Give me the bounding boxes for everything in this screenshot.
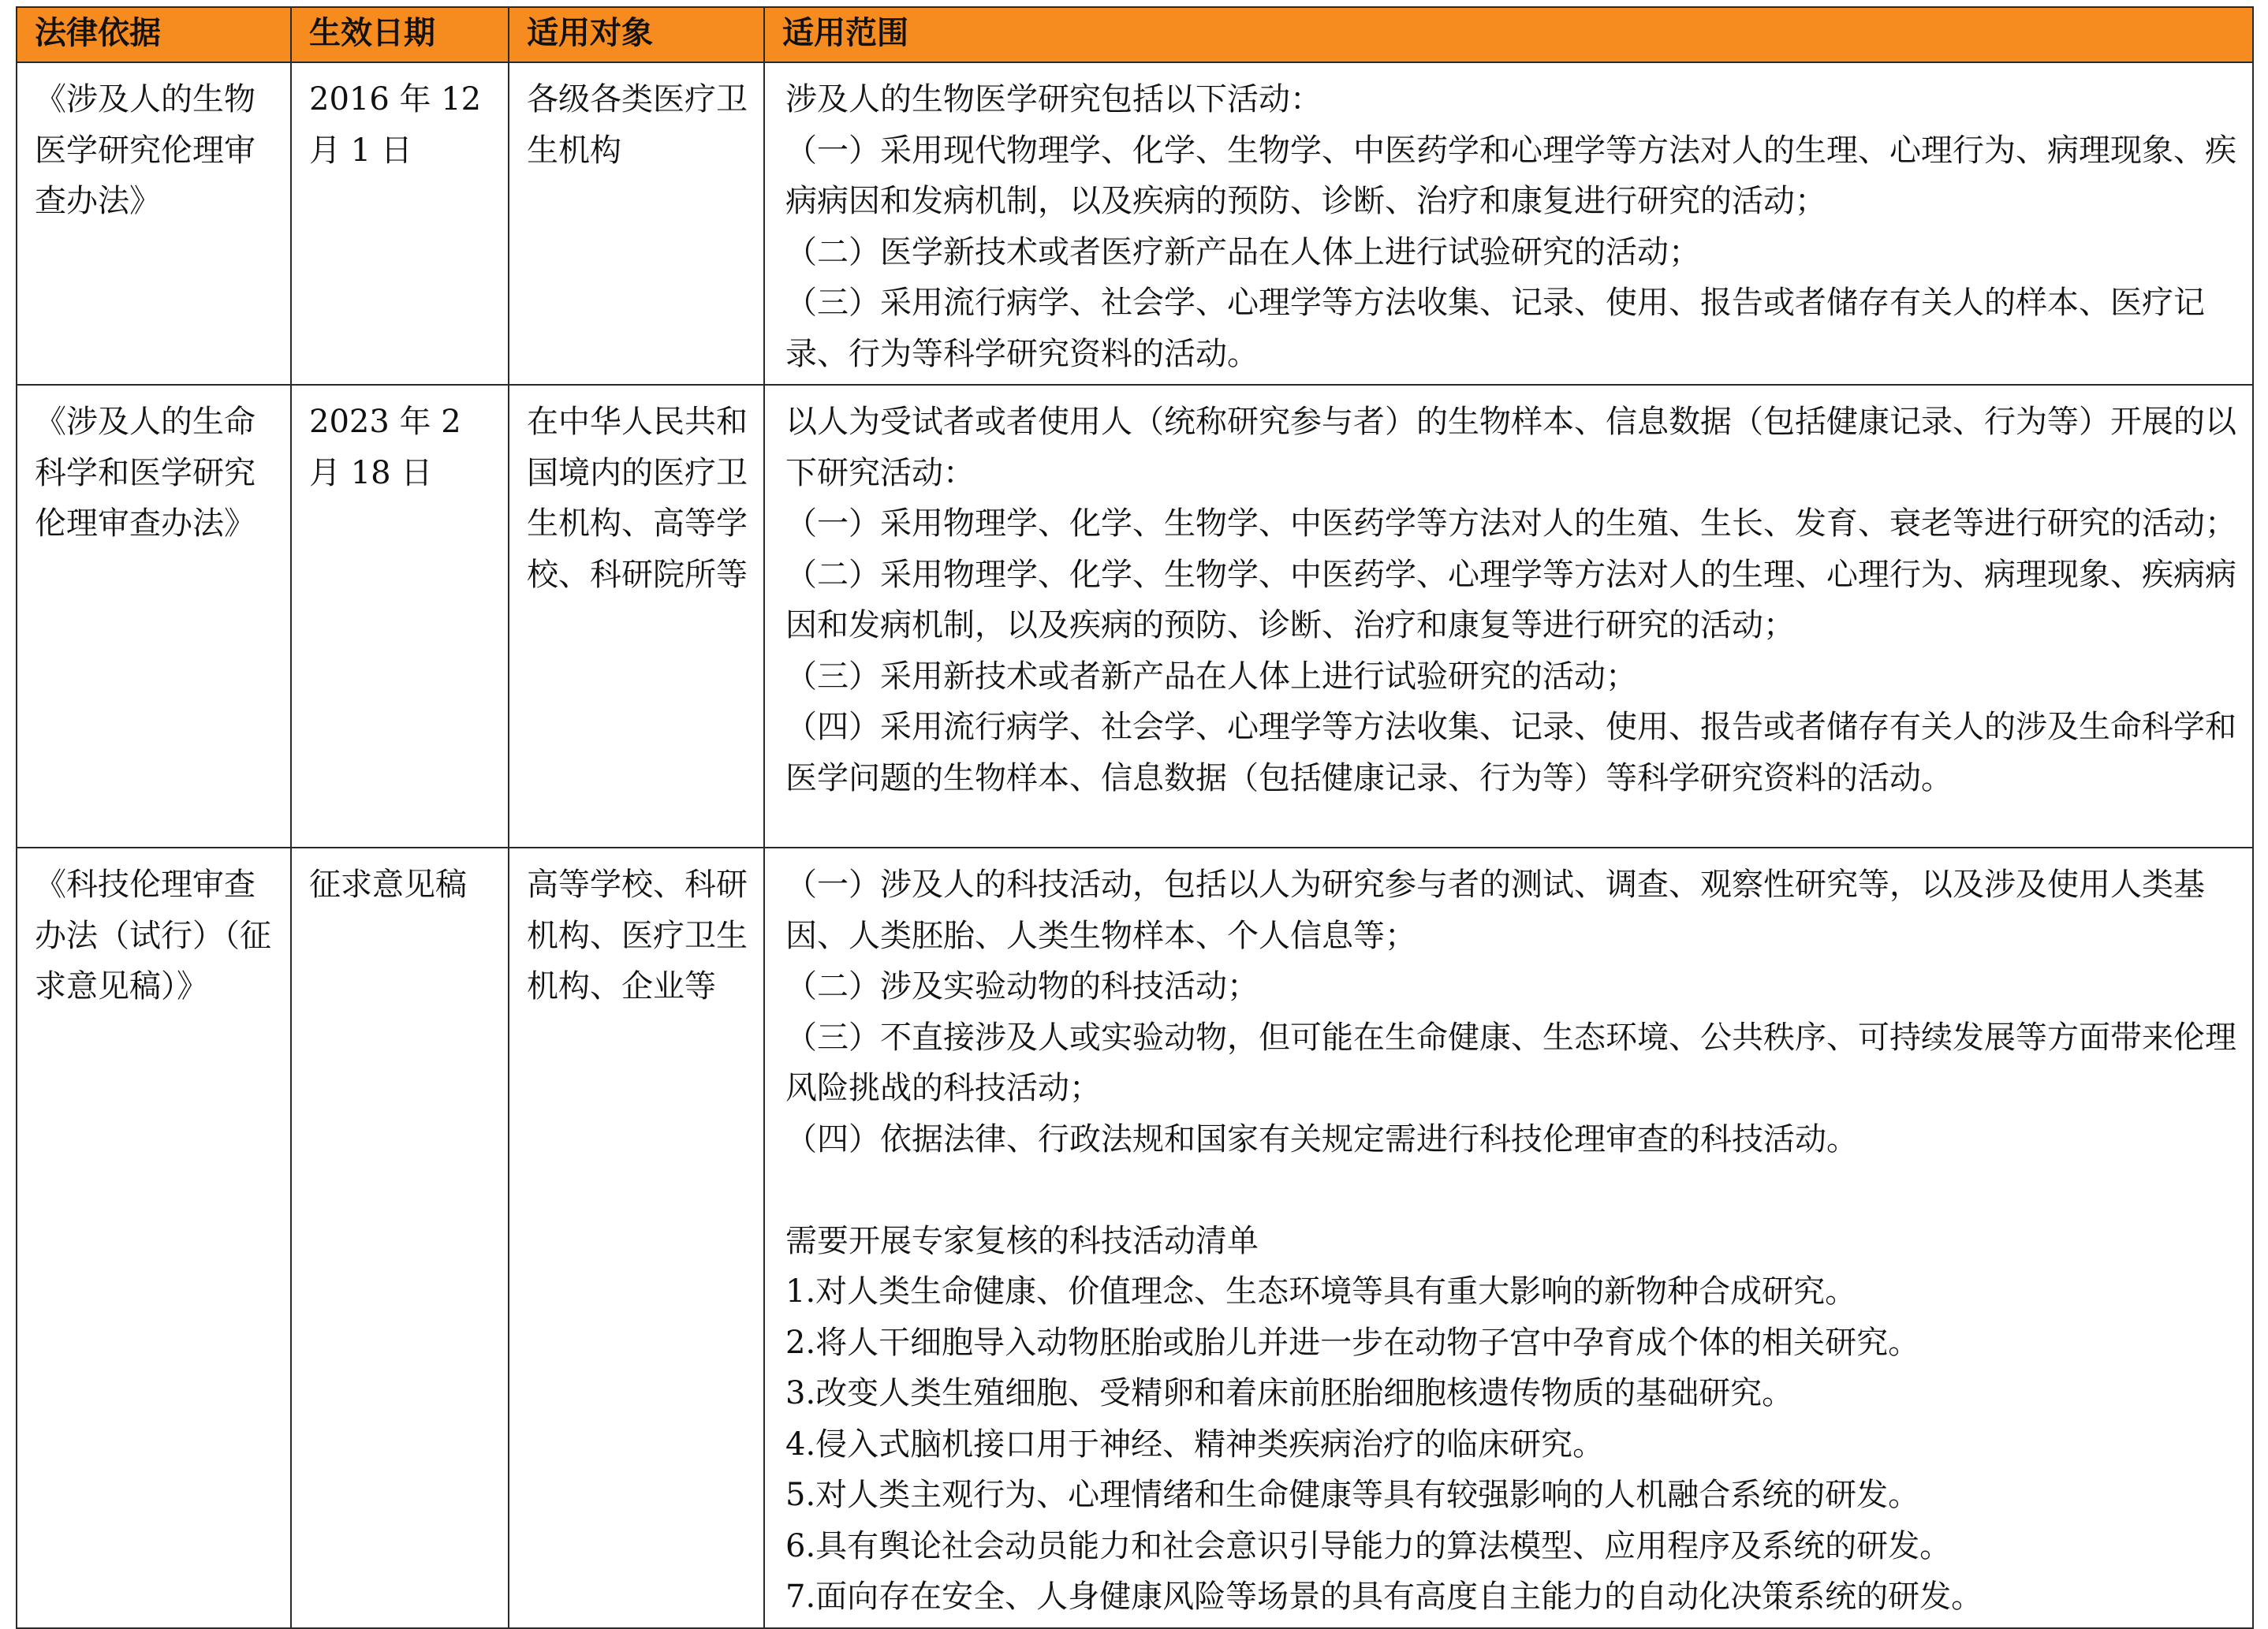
scope-cell: [764, 62, 2253, 385]
table-row: [17, 848, 2253, 1628]
scope-line: （二）涉及实验动物的科技活动；: [785, 968, 1259, 1005]
review-list-item: 6.具有舆论社会动员能力和社会意识引导能力的算法模型、应用程序及系统的研发。: [785, 1527, 1952, 1564]
scope-line: （二）采用物理学、化学、生物学、中医药学、心理学等方法对人的生理、心理行为、病理现象、疾病病因和发病机制，以及疾病的预防、诊断、治疗和康复等进行研究的活动；: [785, 556, 2236, 643]
scope-line: （二）医学新技术或者医疗新产品在人体上进行试验研究的活动；: [785, 233, 1700, 270]
target-cell: 高等学校、科研机构、医疗卫生机构、企业等: [509, 848, 764, 1628]
review-list-item: 2.将人干细胞导入动物胚胎或胎儿并进一步在动物子宫中孕育成个体的相关研究。: [785, 1324, 1920, 1361]
review-list-item: 7.面向存在安全、人身健康风险等场景的具有高度自主能力的自动化决策系统的研发。: [785, 1579, 1983, 1615]
scope-line: 涉及人的生物医学研究包括以下活动：: [785, 81, 1322, 117]
scope-line: （一）采用物理学、化学、生物学、中医药学等方法对人的生殖、生长、发育、衰老等进行研究的活动；: [785, 505, 2236, 542]
header-basis: 法律依据: [17, 7, 291, 62]
scope-line: （四）依据法律、行政法规和国家有关规定需进行科技伦理审查的科技活动。: [785, 1120, 1858, 1157]
basis-cell: 《涉及人的生命科学和医学研究伦理审查办法》: [17, 385, 291, 848]
scope-line: （四）采用流行病学、社会学、心理学等方法收集、记录、使用、报告或者储存有关人的涉及生命科学和医学问题的生物样本、信息数据（包括健康记录、行为等）等科学研究资料的活动。: [785, 709, 2236, 796]
regulation-table: [16, 6, 2254, 1629]
date-cell: 2016 年 12 月 1 日: [291, 62, 509, 385]
scope-cell: [764, 385, 2253, 848]
review-list-item: 4.侵入式脑机接口用于神经、精神类疾病治疗的临床研究。: [785, 1426, 1605, 1463]
header-target: 适用对象: [509, 7, 764, 62]
scope-line: （三）不直接涉及人或实验动物，但可能在生命健康、生态环境、公共秩序、可持续发展等方面带来伦理风险挑战的科技活动；: [785, 1019, 2236, 1106]
scope-line: （一）采用现代物理学、化学、生物学、中医药学和心理学等方法对人的生理、心理行为、病理现象、疾病病因和发病机制，以及疾病的预防、诊断、治疗和康复进行研究的活动；: [785, 132, 2236, 219]
review-list-item: 3.改变人类生殖细胞、受精卵和着床前胚胎细胞核遗传物质的基础研究。: [785, 1375, 1794, 1411]
header-scope: 适用范围: [764, 7, 2253, 62]
target-cell: 各级各类医疗卫生机构: [509, 62, 764, 385]
table-row: [17, 62, 2253, 385]
scope-line: （三）采用新技术或者新产品在人体上进行试验研究的活动；: [785, 658, 1637, 695]
spacer: [785, 1165, 2240, 1216]
basis-cell: 《科技伦理审查办法（试行）（征求意见稿）》: [17, 848, 291, 1628]
scope-line: 以人为受试者或者使用人（统称研究参与者）的生物样本、信息数据（包括健康记录、行为等）开展的以下研究活动：: [785, 404, 2236, 491]
scope-line: （三）采用流行病学、社会学、心理学等方法收集、记录、使用、报告或者储存有关人的样本、医疗记录、行为等科学研究资料的活动。: [785, 285, 2205, 372]
header-row: [17, 7, 2253, 62]
header-date: 生效日期: [291, 7, 509, 62]
target-cell: 在中华人民共和国境内的医疗卫生机构、高等学校、科研院所等: [509, 385, 764, 848]
date-cell: 征求意见稿: [291, 848, 509, 1628]
review-list-title: 需要开展专家复核的科技活动清单: [785, 1222, 1259, 1259]
scope-cell: [764, 848, 2253, 1628]
date-cell: 2023 年 2 月 18 日: [291, 385, 509, 848]
basis-cell: 《涉及人的生物医学研究伦理审查办法》: [17, 62, 291, 385]
scope-line: （一）涉及人的科技活动，包括以人为研究参与者的测试、调查、观察性研究等，以及涉及使用人类基因、人类胚胎、人类生物样本、个人信息等；: [785, 867, 2205, 954]
review-list-item: 5.对人类主观行为、心理情绪和生命健康等具有较强影响的人机融合系统的研发。: [785, 1477, 1920, 1513]
review-list-item: 1.对人类生命健康、价值理念、生态环境等具有重大影响的新物种合成研究。: [785, 1273, 1857, 1310]
table-row: [17, 385, 2253, 848]
